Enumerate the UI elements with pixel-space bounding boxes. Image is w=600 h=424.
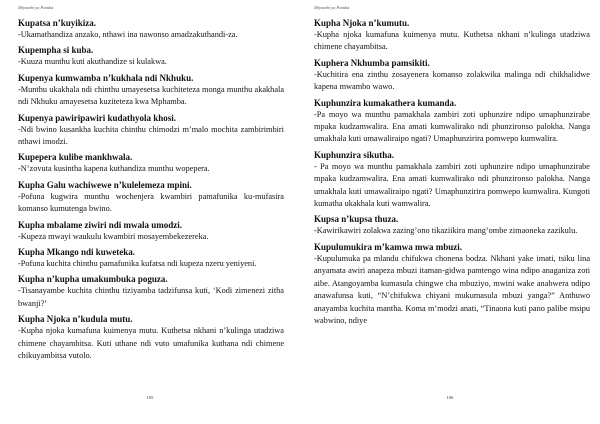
proverb-entry [314, 213, 590, 237]
proverb-entry [18, 179, 284, 216]
proverb-entry [314, 97, 590, 146]
proverb-explanation: -Kupulumuka pa mlandu chifukwa chonena bodza. Nkhani yake imati, tsiku lina anyamata awiri anapeza mbuzi itaman-gidwa pamtengo wina ndipo anaganiza zoti aibe. Atangoyamba kumasula chingwe cha mbuziyo, mwini wake anabwera ndipo anawafunsa kuti, “N’chifukwa chiyani mukumasula mbuzi yanga?” Anthuwo anayamba kuchita mantha. Koma m’modzi anati, “Tinaona kuti pano palibe msipu wabwino, ndiye [314, 253, 590, 325]
proverb-entry [18, 44, 284, 68]
proverb-title: Kupempha si kuba. [18, 45, 94, 56]
proverb-entry [18, 72, 284, 109]
entry-list [18, 17, 284, 363]
proverb-title: Kuphera Nkhumba pamsikiti. [314, 57, 430, 68]
proverb-explanation: -Munthu ukakhala ndi chinthu umayesetsa kuchiteteza monga munthu akakhala ndi Nkhuku amayesetsa kuziteteza kwa Mphamba. [18, 84, 284, 107]
proverb-explanation: -Kupeza mwayi waukulu kwambiri mosayembekezereka. [18, 231, 209, 241]
right-page [300, 0, 600, 424]
proverb-title: Kupulumukira m’kamwa mwa mbuzi. [314, 241, 463, 252]
proverb-entry [18, 17, 284, 41]
proverb-entry [314, 57, 590, 94]
proverb-title: Kupha Njoka n’kudula mutu. [18, 314, 133, 325]
proverb-title: Kupha Njoka n’kumutu. [314, 18, 410, 28]
proverb-explanation: - Pa moyo wa munthu pamakhala zambiri zoti uphunzire ndipo umaphunzirabe mpaka kudzamwalira. Ena amati kumwalirako ndi phunzironso palokha. Nanga umakhala kuti umawaliraipo ngati? Umaphunzirira pomwepo kumwalira. Kungoti kumatha ukakhala kuti wamwalira. [314, 161, 590, 209]
proverb-explanation: -Ukamathandiza anzako, nthawi ina nawonso amadzakuthandi-za. [18, 30, 238, 39]
proverb-explanation: -Ndi bwino kusankha kuchita chinthu chimodzi m’malo mochita zambirimbiri nthawi imodzi. [18, 124, 284, 147]
proverb-title: Kupsa n’kupsa thuza. [314, 214, 399, 225]
proverb-explanation: -N’zovuta kusintha kapena kuthandiza munthu wopepera. [18, 164, 210, 174]
proverb-explanation: -Pofuna kuchita chinthu pamafunika kufatsa ndi kupeza nzeru yeniyeni. [18, 259, 257, 269]
proverb-explanation: -Pofuna kugwira munthu wochenjera kwambiri pamafunika ku-mufasira komanso kumutenga bwino. [18, 191, 284, 214]
proverb-entry [18, 112, 284, 149]
proverb-entry [18, 313, 284, 362]
proverb-title: Kuphunzira kumakathera kumanda. [314, 97, 457, 108]
proverb-entry [314, 241, 590, 327]
proverb-title: Kupha Galu wachiwewe n’kulelemeza mpini. [18, 179, 192, 190]
proverb-title: Kupepera kulibe mankhwala. [18, 152, 133, 163]
proverb-title: Kupha mbalame ziwiri ndi mwala umodzi. [18, 219, 183, 230]
proverb-title: Kupha n’kupha umakumbuka poguza. [18, 274, 168, 285]
running-header: Miyambi ya Patuka [314, 5, 350, 10]
proverb-explanation: -Kupha njoka kumafuna kuimenya mutu. Kuthetsa nkhani n’kulinga utadziwa chimene chayambitsa. Kuti uthane ndi vuto umafunika kuthana ndi chimene chikuyambitsa vutolo. [18, 326, 284, 361]
entry-list [314, 17, 590, 327]
proverb-title: Kuphunzira sikutha. [314, 149, 395, 160]
proverb-title: Kupenya kumwamba n’kukhala ndi Nkhuku. [18, 72, 194, 83]
proverb-explanation: -Kuuza munthu kuti akuthandize si kulakwa. [18, 57, 167, 67]
proverb-entry [314, 149, 590, 211]
running-header: Miyambi ya Patuka [18, 5, 54, 10]
proverb-title: Kupha Mkango ndi kuweteka. [18, 247, 136, 258]
proverb-entry [18, 151, 284, 175]
proverb-entry [18, 219, 284, 243]
proverb-explanation: -Kawirikawiri zolakwa zazing’ono tikaziikira mang’ombe zimaoneka zazikulu. [314, 226, 578, 236]
proverb-entry [314, 17, 590, 54]
proverb-entry [18, 246, 284, 270]
proverb-explanation: -Kuchitira ena zinthu zosayenera komanso zolakwika malinga ndi chikhalidwe kapena mwambo wawo. [314, 69, 590, 92]
proverb-explanation: -Kupha njoka kumafuna kuimenya mutu. Kuthetsa nkhani n’kulinga utadziwa chimene chayambitsa. [314, 30, 590, 52]
page-number: 106 [446, 395, 454, 400]
proverb-explanation: -Tisanayambe kuchita chinthu tiziyamba tadzifunsa kuti, ‘Kodi zimenezi zitha bwanji?’ [18, 286, 284, 308]
proverb-title: Kupenya pawiripawiri kudathyola khosi. [18, 112, 177, 123]
proverb-explanation: -Pa moyo wa munthu pamakhala zambiri zoti uphunzire ndipo umaphunzirabe mpaka kudzamwalira. Ena amati kumwalirako ndi phunzironso palokha. Nanga umakhala kuti umawaliraipo ngati? Umaphunzirira pomwepo kumwalira. [314, 109, 590, 144]
proverb-entry [18, 273, 284, 310]
proverb-title: Kupatsa n’kuyikiza. [18, 18, 97, 28]
page-number: 105 [146, 395, 154, 400]
